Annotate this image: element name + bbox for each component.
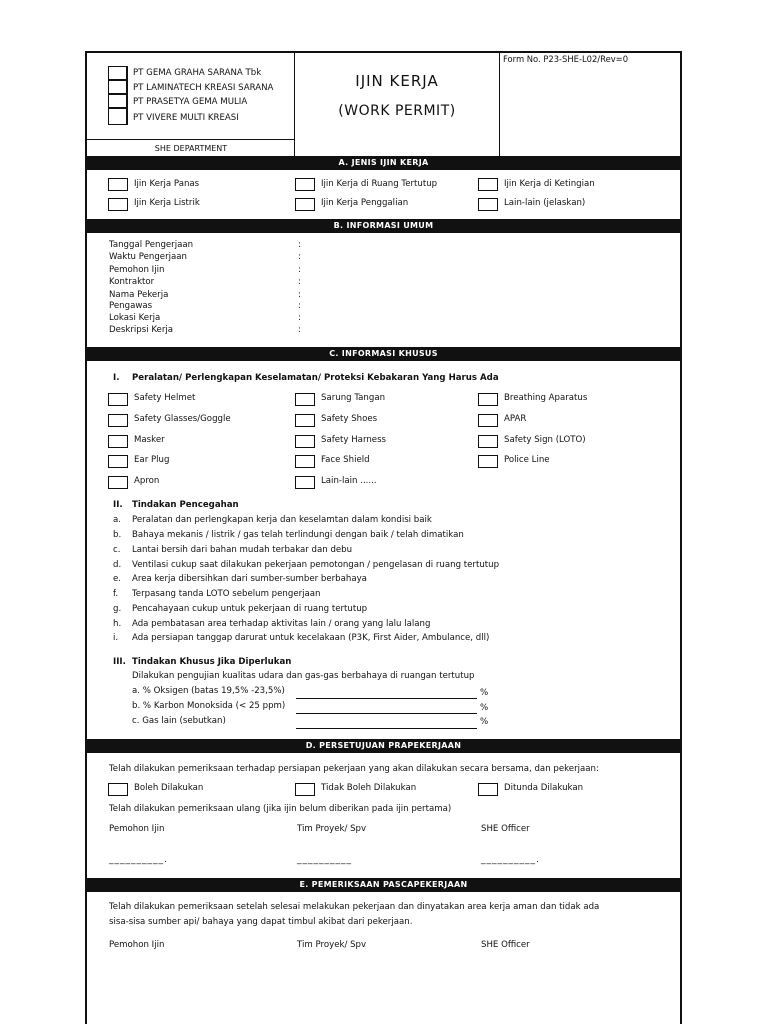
label-tidak-boleh: Tidak Boleh Dilakukan xyxy=(321,783,417,793)
label-ijin-panas: Ijin Kerja Panas xyxy=(134,179,200,189)
label-apar: APAR xyxy=(504,414,527,424)
gas-test-unit-co: % xyxy=(480,703,489,713)
signature-line-she-officer[interactable]: __________. xyxy=(481,855,540,865)
label-ijin-listrik: Ijin Kerja Listrik xyxy=(134,198,200,208)
label-penggalian: Ijin Kerja Penggalian xyxy=(321,198,409,208)
field-pengawas: Pengawas xyxy=(109,301,153,311)
checkbox-ditunda[interactable] xyxy=(478,783,498,796)
checkbox-breathing-aparatus[interactable] xyxy=(478,393,498,406)
gas-test-input-oksigen[interactable] xyxy=(296,698,477,699)
precaution-text-c: Lantai bersih dari bahan mudah terbakar dan debu xyxy=(132,545,353,555)
label-safety-shoes: Safety Shoes xyxy=(321,414,378,424)
signature-line-tim-proyek[interactable]: __________ xyxy=(297,855,352,865)
checkbox-safety-helmet[interactable] xyxy=(108,393,128,406)
section-e-header: E. PEMERIKSAAN PASCAPEKERJAAN xyxy=(87,878,680,892)
company-checkbox-col-line xyxy=(127,66,128,125)
company-label-1: PT GEMA GRAHA SARANA Tbk xyxy=(133,68,262,78)
label-ruang-tertutup: Ijin Kerja di Ruang Tertutup xyxy=(321,179,438,189)
label-lain-lain-a: Lain-lain (jelaskan) xyxy=(504,198,586,208)
section-d-header: D. PERSETUJUAN PRAPEKERJAAN xyxy=(87,739,680,753)
section-d-recheck: Telah dilakukan pemeriksaan ulang (jika ijin belum diberikan pada ijin pertama) xyxy=(109,804,452,814)
form-title: IJIN KERJA xyxy=(355,72,439,90)
gas-test-label-co: b. % Karbon Monoksida (< 25 ppm) xyxy=(132,701,286,711)
part-1-number: I. xyxy=(113,373,120,383)
part-3-title: Tindakan Khusus Jika Diperlukan xyxy=(132,657,292,667)
label-safety-helmet: Safety Helmet xyxy=(134,393,196,403)
label-breathing-aparatus: Breathing Aparatus xyxy=(504,393,588,403)
part-2-number: II. xyxy=(113,500,123,510)
label-ditunda: Ditunda Dilakukan xyxy=(504,783,584,793)
gas-test-input-co[interactable] xyxy=(296,713,477,714)
precaution-text-d: Ventilasi cukup saat dilakukan pekerjaan pemotongan / pengelasan di ruang tertutup xyxy=(132,560,500,570)
precaution-letter-b: b. xyxy=(113,530,122,540)
precaution-text-g: Pencahayaan cukup untuk pekerjaan di ruang tertutup xyxy=(132,604,368,614)
part-3-number: III. xyxy=(113,657,126,667)
precaution-letter-f: f. xyxy=(113,589,119,599)
section-e-text-1: Telah dilakukan pemeriksaan setelah selesai melakukan pekerjaan dan dinyatakan area kerja aman dan tidak ada xyxy=(109,902,600,912)
precaution-letter-e: e. xyxy=(113,574,122,584)
gas-test-unit-oksigen: % xyxy=(480,688,489,698)
precaution-letter-h: h. xyxy=(113,619,122,629)
checkbox-apar[interactable] xyxy=(478,414,498,427)
precaution-letter-i: i. xyxy=(113,633,119,643)
field-kontraktor: Kontraktor xyxy=(109,277,155,287)
label-face-shield: Face Shield xyxy=(321,455,370,465)
colon-8: : xyxy=(298,325,301,335)
colon-3: : xyxy=(298,265,301,275)
field-pemohon: Pemohon Ijin xyxy=(109,265,165,275)
company-label-4: PT VIVERE MULTI KREASI xyxy=(133,113,239,123)
company-label-2: PT LAMINATECH KREASI SARANA xyxy=(133,83,274,93)
part-3-intro: Dilakukan pengujian kualitas udara dan gas-gas berbahaya di ruangan tertutup xyxy=(132,671,475,681)
header-right-box xyxy=(499,53,680,156)
label-ear-plug: Ear Plug xyxy=(134,455,170,465)
checkbox-ear-plug[interactable] xyxy=(108,455,128,468)
checkbox-safety-sign[interactable] xyxy=(478,435,498,448)
precaution-text-e: Area kerja dibersihkan dari sumber-sumber berbahaya xyxy=(132,574,367,584)
colon-6: : xyxy=(298,301,301,311)
field-waktu: Waktu Pengerjaan xyxy=(109,252,187,262)
field-deskripsi: Deskripsi Kerja xyxy=(109,325,174,335)
precaution-text-a: Peralatan dan perlengkapan kerja dan keselamtan dalam kondisi baik xyxy=(132,515,432,525)
gas-test-unit-lain: % xyxy=(480,717,489,727)
label-masker: Masker xyxy=(134,435,165,445)
gas-test-label-oksigen: a. % Oksigen (batas 19,5% -23,5%) xyxy=(132,686,285,696)
checkbox-lain-lain-a[interactable] xyxy=(478,198,498,211)
signer-she-officer-e: SHE Officer xyxy=(481,940,530,950)
checkbox-boleh-dilakukan[interactable] xyxy=(108,783,128,796)
label-safety-sign: Safety Sign (LOTO) xyxy=(504,435,586,445)
department-label: SHE DEPARTMENT xyxy=(154,144,228,153)
field-nama-pekerja: Nama Pekerja xyxy=(109,290,169,300)
section-d-intro: Telah dilakukan pemeriksaan terhadap persiapan pekerjaan yang akan dilakukan secara bersama, dan pekerjaan: xyxy=(109,764,599,774)
checkbox-safety-shoes[interactable] xyxy=(295,414,315,427)
checkbox-ketinggian[interactable] xyxy=(478,178,498,191)
field-lokasi: Lokasi Kerja xyxy=(109,313,161,323)
label-lain-lain-c: Lain-lain ...... xyxy=(321,476,377,486)
precaution-letter-c: c. xyxy=(113,545,121,555)
section-a-header: A. JENIS IJIN KERJA xyxy=(87,156,680,170)
colon-4: : xyxy=(298,277,301,287)
precaution-text-b: Bahaya mekanis / listrik / gas telah terlindungi dengan baik / telah dimatikan xyxy=(132,530,464,540)
company-checkbox-4[interactable] xyxy=(108,108,127,125)
checkbox-apron[interactable] xyxy=(108,476,128,489)
gas-test-input-lain[interactable] xyxy=(296,728,477,729)
form-subtitle: (WORK PERMIT) xyxy=(338,103,456,119)
precaution-letter-a: a. xyxy=(113,515,121,525)
checkbox-ijin-listrik[interactable] xyxy=(108,198,128,211)
precaution-text-i: Ada persiapan tanggap darurat untuk kecelakaan (P3K, First Aider, Ambulance, dll) xyxy=(132,633,490,643)
signer-tim-proyek-d: Tim Proyek/ Spv xyxy=(297,824,367,834)
section-c-header: C. INFORMASI KHUSUS xyxy=(87,347,680,361)
checkbox-sarung-tangan[interactable] xyxy=(295,393,315,406)
precaution-text-h: Ada pembatasan area terhadap aktivitas lain / orang yang lalu lalang xyxy=(132,619,431,629)
checkbox-tidak-boleh[interactable] xyxy=(295,783,315,796)
signer-she-officer-d: SHE Officer xyxy=(481,824,530,834)
checkbox-lain-lain-c[interactable] xyxy=(295,476,315,489)
label-ketinggian: Ijin Kerja di Ketingian xyxy=(504,179,595,189)
checkbox-penggalian[interactable] xyxy=(295,198,315,211)
part-2-title: Tindakan Pencegahan xyxy=(132,500,239,510)
form-number: Form No. P23-SHE-L02/Rev=0 xyxy=(503,54,629,64)
checkbox-face-shield[interactable] xyxy=(295,455,315,468)
signature-line-pemohon[interactable]: __________. xyxy=(109,855,168,865)
label-police-line: Police Line xyxy=(504,455,550,465)
company-checkbox-2[interactable] xyxy=(108,80,127,94)
precaution-letter-g: g. xyxy=(113,604,122,614)
precaution-letter-d: d. xyxy=(113,560,122,570)
colon-2: : xyxy=(298,252,301,262)
company-label-3: PT PRASETYA GEMA MULIA xyxy=(133,97,248,107)
company-checkbox-3[interactable] xyxy=(108,94,127,108)
section-e-text-2: sisa-sisa sumber api/ bahaya yang dapat timbul akibat dari pekerjaan. xyxy=(109,917,413,927)
colon-5: : xyxy=(298,290,301,300)
label-sarung-tangan: Sarung Tangan xyxy=(321,393,386,403)
checkbox-ijin-panas[interactable] xyxy=(108,178,128,191)
checkbox-safety-glasses[interactable] xyxy=(108,414,128,427)
part-1-title: Peralatan/ Perlengkapan Keselamatan/ Proteksi Kebakaran Yang Harus Ada xyxy=(132,373,499,383)
field-tanggal: Tanggal Pengerjaan xyxy=(109,240,194,250)
label-safety-harness: Safety Harness xyxy=(321,435,387,445)
checkbox-ruang-tertutup[interactable] xyxy=(295,178,315,191)
signer-pemohon-d: Pemohon Ijin xyxy=(109,824,165,834)
colon-1: : xyxy=(298,240,301,250)
gas-test-label-lain: c. Gas lain (sebutkan) xyxy=(132,716,226,726)
precaution-text-f: Terpasang tanda LOTO sebelum pengerjaan xyxy=(132,589,321,599)
label-boleh-dilakukan: Boleh Dilakukan xyxy=(134,783,204,793)
signer-pemohon-e: Pemohon Ijin xyxy=(109,940,165,950)
label-safety-glasses: Safety Glasses/Goggle xyxy=(134,414,231,424)
colon-7: : xyxy=(298,313,301,323)
label-apron: Apron xyxy=(134,476,160,486)
checkbox-safety-harness[interactable] xyxy=(295,435,315,448)
section-b-header: B. INFORMASI UMUM xyxy=(87,219,680,233)
signer-tim-proyek-e: Tim Proyek/ Spv xyxy=(297,940,367,950)
company-checkbox-1[interactable] xyxy=(108,66,127,80)
checkbox-masker[interactable] xyxy=(108,435,128,448)
checkbox-police-line[interactable] xyxy=(478,455,498,468)
